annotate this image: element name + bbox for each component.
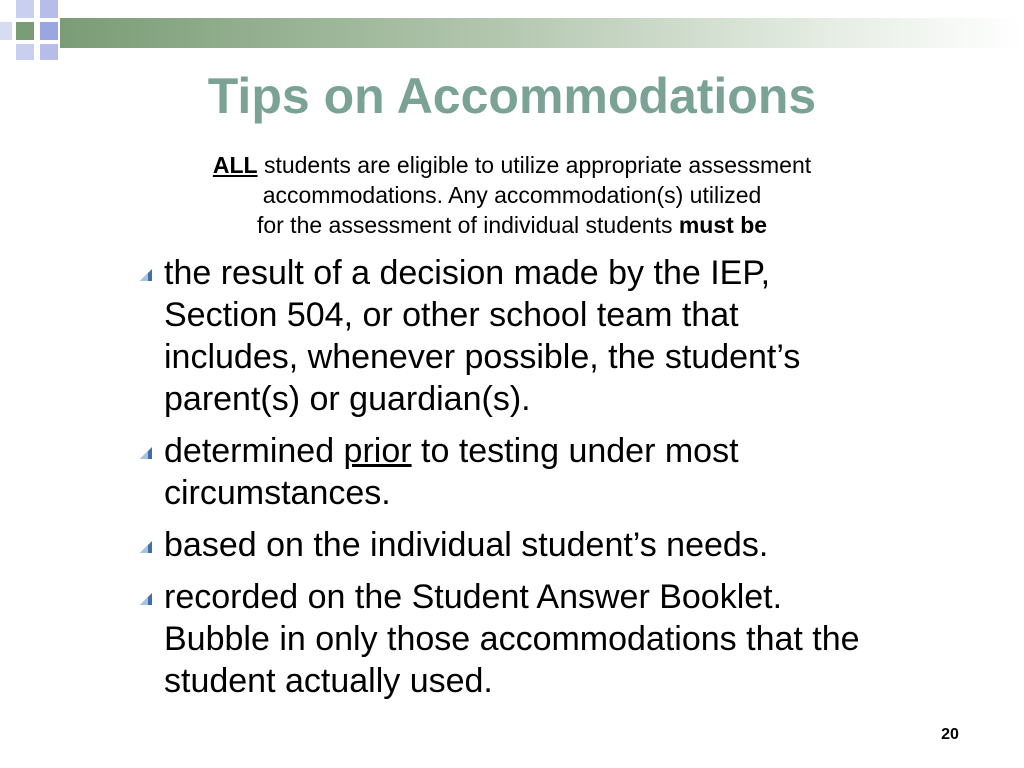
bullet-arrow-icon (138, 591, 154, 607)
bullet-arrow-icon (138, 445, 154, 461)
decor-square (16, 0, 34, 18)
bullet-arrow-icon (138, 267, 154, 283)
bullet-item (138, 576, 998, 702)
slide-title: Tips on Accommodations (207, 68, 817, 124)
intro-line (112, 210, 912, 240)
bullet-line: student actually used. (164, 662, 493, 700)
intro-line2: accommodations. Any accommodation(s) utilized (262, 182, 762, 208)
bullet-text (164, 252, 998, 420)
intro-emphasis: must be (678, 212, 768, 238)
intro-line3-text: for the assessment of individual students (256, 212, 679, 238)
decor-square (40, 0, 58, 18)
bullet-line: based on the individual student’s needs. (164, 526, 769, 564)
bullet-line: recorded on the Student Answer Booklet. (164, 578, 783, 616)
page-number: 20 (941, 726, 959, 743)
bullet-text-after: to testing under most (411, 432, 739, 470)
decor-square (40, 22, 58, 40)
top-gradient-bar (60, 18, 1024, 48)
intro-lead: ALL (212, 152, 258, 178)
top-decoration (0, 0, 1024, 64)
bullet-text-before: determined (164, 432, 344, 470)
bullet-line (164, 430, 998, 472)
decor-square (16, 22, 34, 40)
bullet-line: includes, whenever possible, the student’s (164, 338, 801, 376)
bullet-line: Bubble in only those accommodations that the (164, 620, 860, 658)
bullet-text (164, 576, 998, 702)
bullet-line: Section 504, or other school team that (164, 296, 739, 334)
intro-line (112, 150, 912, 180)
intro-paragraph (112, 150, 912, 240)
bullet-text (164, 524, 998, 566)
bullet-item (138, 252, 998, 420)
bullet-line: the result of a decision made by the IEP, (164, 254, 771, 292)
decor-square (40, 44, 58, 60)
bullet-list (138, 252, 998, 712)
bullet-arrow-icon (138, 539, 154, 555)
decor-square (16, 44, 34, 60)
intro-line1-text: students are eligible to utilize appropriate assessment (257, 152, 812, 178)
bullet-line: parent(s) or guardian(s). (164, 380, 531, 418)
bullet-text (164, 430, 998, 514)
decor-square (0, 22, 12, 40)
bullet-item (138, 524, 998, 566)
bullet-underlined-word: prior (343, 432, 412, 470)
bullet-item (138, 430, 998, 514)
bullet-line: circumstances. (164, 474, 391, 512)
